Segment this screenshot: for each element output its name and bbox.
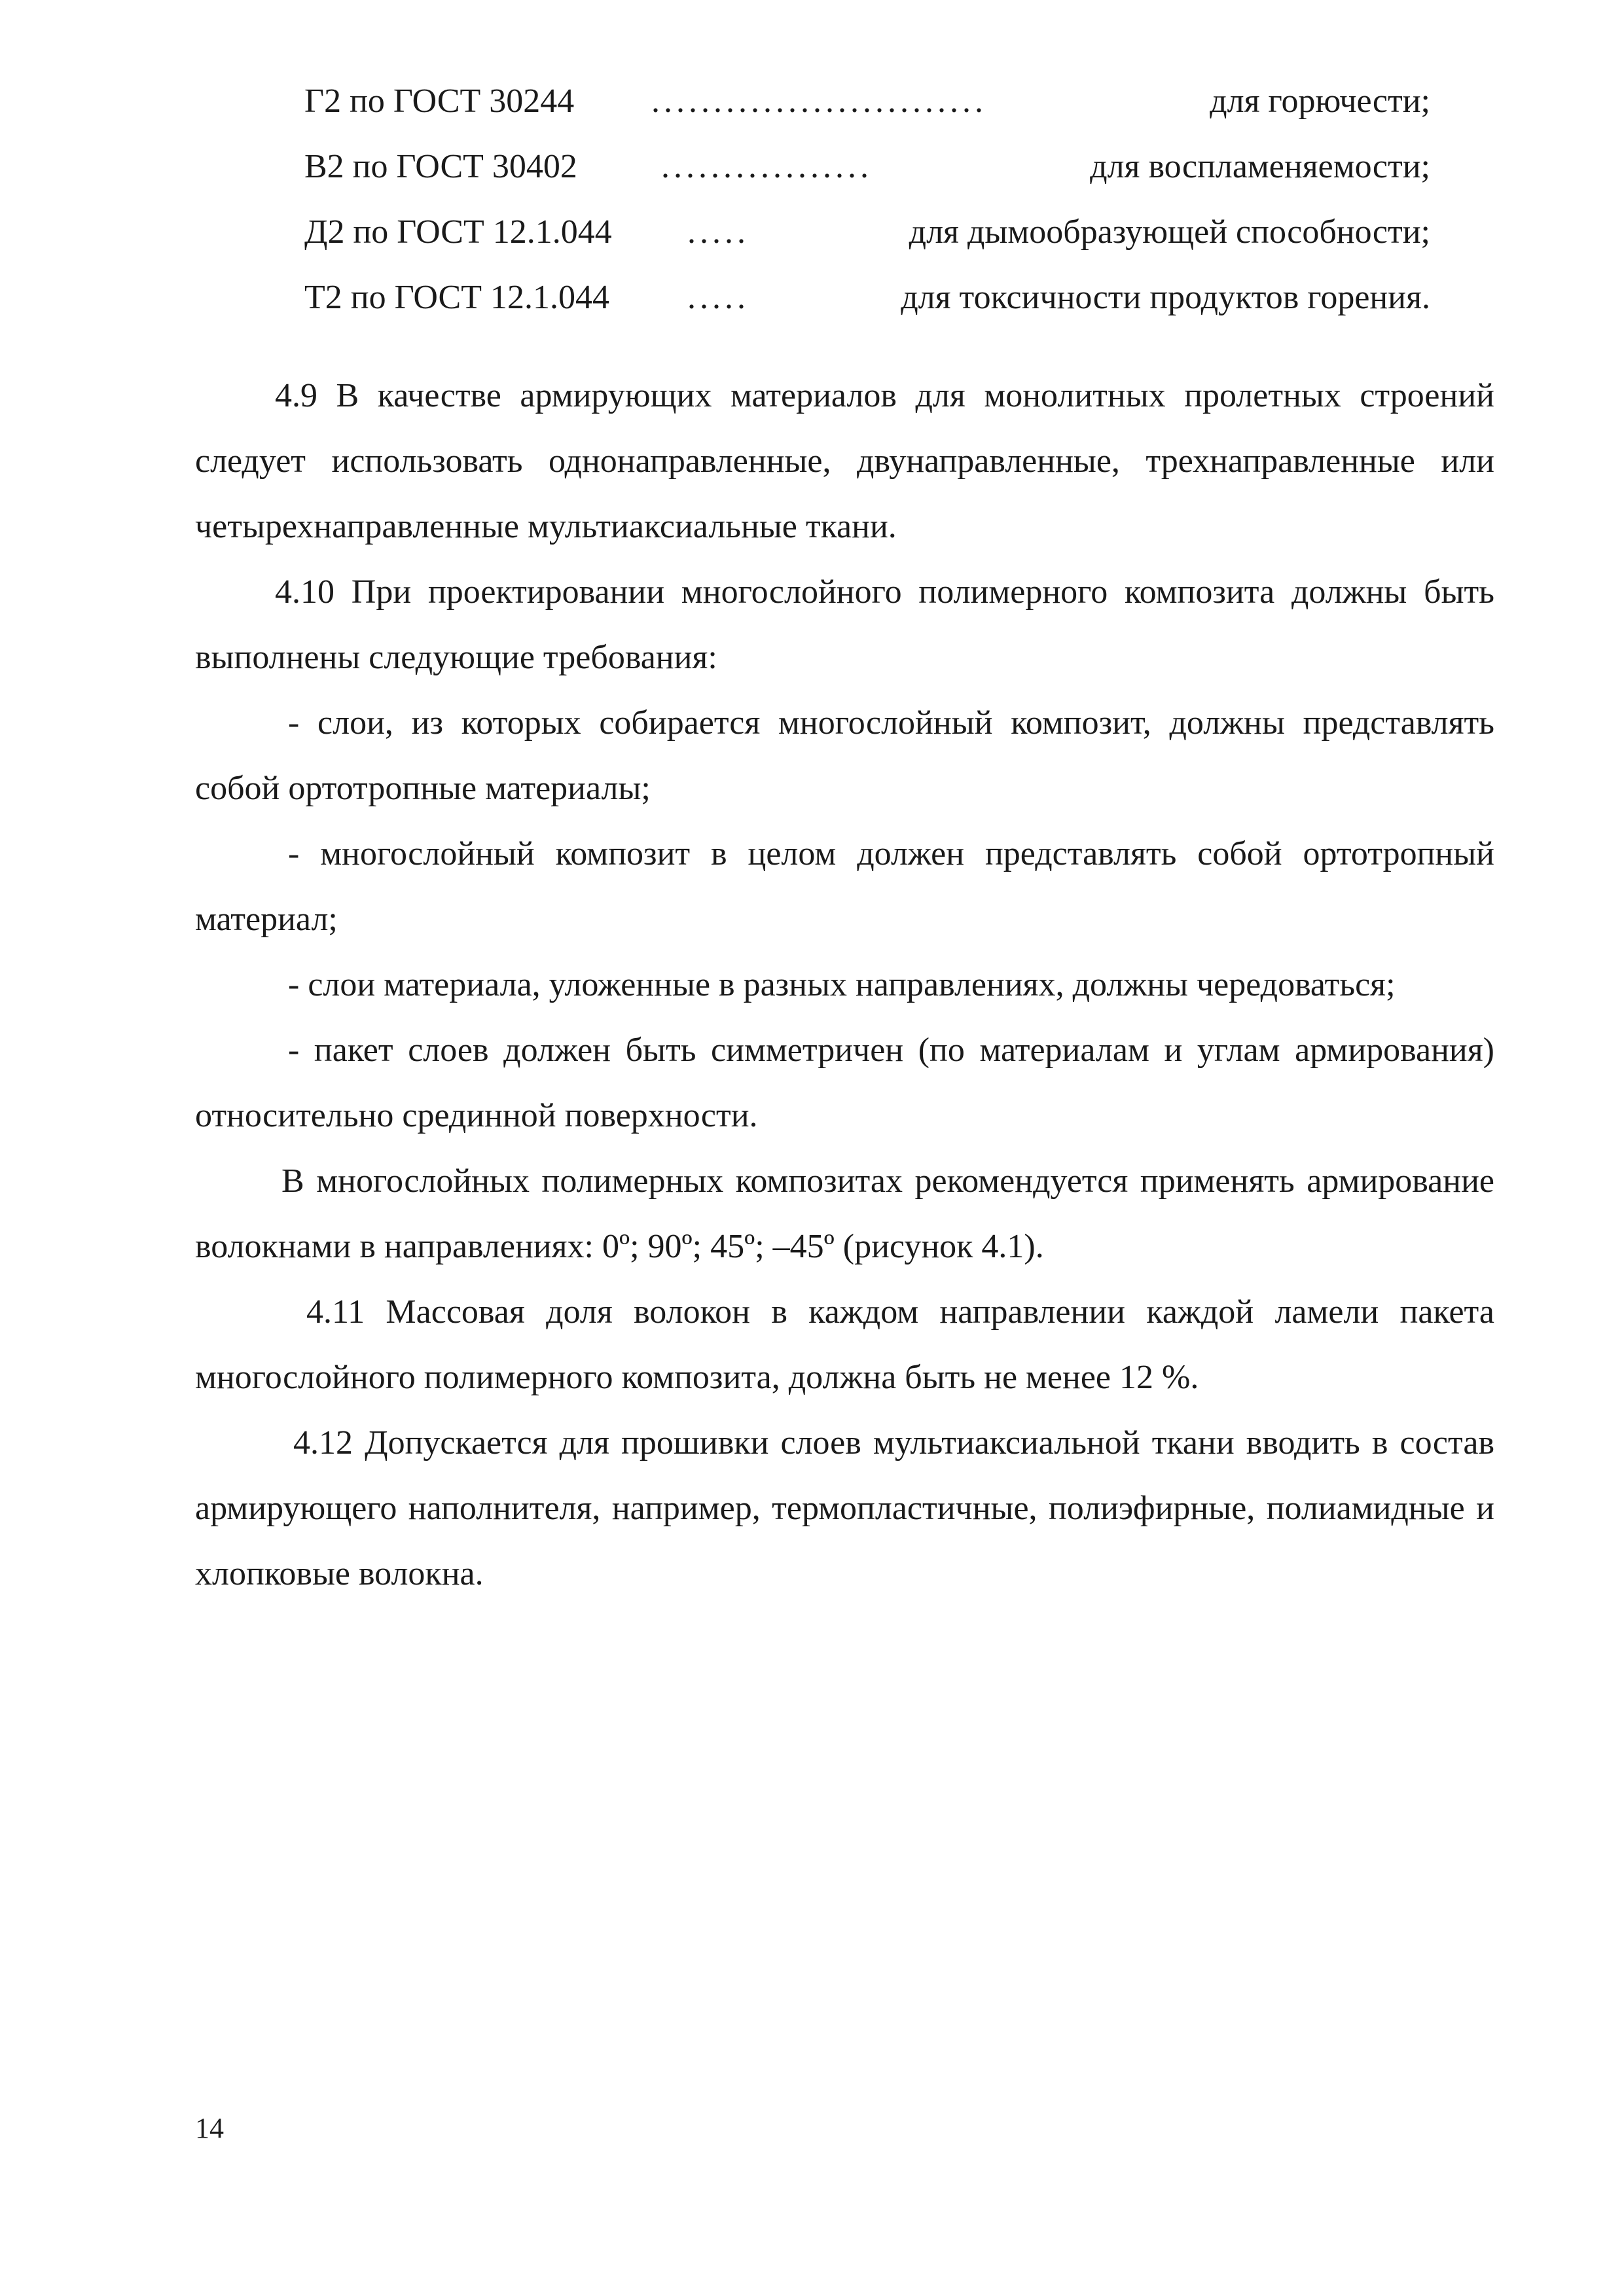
paragraph-4-9: 4.9 В качестве армирующих материалов для монолитных пролетных строений следует использовать однонаправленные, двунаправленные, трехнаправленные или четырехнаправленные мультиаксиальные ткани. [195,377,1494,545]
paragraph-reinforcement-angles: В многослойных полимерных композитах рекомендуется применять армирование волокнами в направлениях: 0º; 90º; 45º; –45º (рисунок 4.1). [195,1162,1494,1265]
dot-leader: ..... [687,213,749,251]
paragraph-4-10: 4.10 При проектировании многослойного полимерного композита должны быть выполнены следующие требования: [195,573,1494,676]
dot-leader: ................. [661,148,873,185]
requirement-item: - слои материала, уложенные в разных направлениях, должны чередоваться; [288,966,1396,1003]
requirement-item: - пакет слоев должен быть симметричен (по материалам и углам армирования) относительно срединной поверхности. [195,1031,1494,1134]
requirement-item: - слои, из которых собирается многослойный композит, должны представлять собой ортотропные материалы; [195,704,1494,807]
classification-description: для горючести; [1210,82,1430,120]
classification-row-smoke [304,200,1430,265]
dot-leader: ........................... [651,82,987,120]
dot-leader: ..... [687,279,749,316]
classification-code: Т2 по ГОСТ 12.1.044 [304,279,609,316]
classification-code: В2 по ГОСТ 30402 [304,148,577,185]
classification-row-flammability [304,134,1430,200]
body-text [195,363,1494,1607]
classification-description: для токсичности продуктов горения. [901,279,1430,316]
paragraph-4-11: 4.11 Массовая доля волокон в каждом направлении каждой ламели пакета многослойного полимерного композита, должна быть не менее 12 %. [195,1293,1494,1396]
classification-code: Д2 по ГОСТ 12.1.044 [304,213,612,251]
paragraph-4-12: 4.12 Допускается для прошивки слоев мультиаксиальной ткани вводить в состав армирующего наполнителя, например, термопластичные, полиэфирные, полиамидные и хлопковые волокна. [195,1424,1494,1592]
classification-row-combustibility [304,69,1430,134]
requirement-item: - многослойный композит в целом должен представлять собой ортотропный материал; [195,835,1494,938]
classification-code: Г2 по ГОСТ 30244 [304,82,575,120]
classification-description: для воспламеняемости; [1090,148,1430,185]
page-number: 14 [195,2112,224,2144]
classification-row-toxicity [304,265,1430,331]
classification-description: для дымообразующей способности; [909,213,1430,251]
